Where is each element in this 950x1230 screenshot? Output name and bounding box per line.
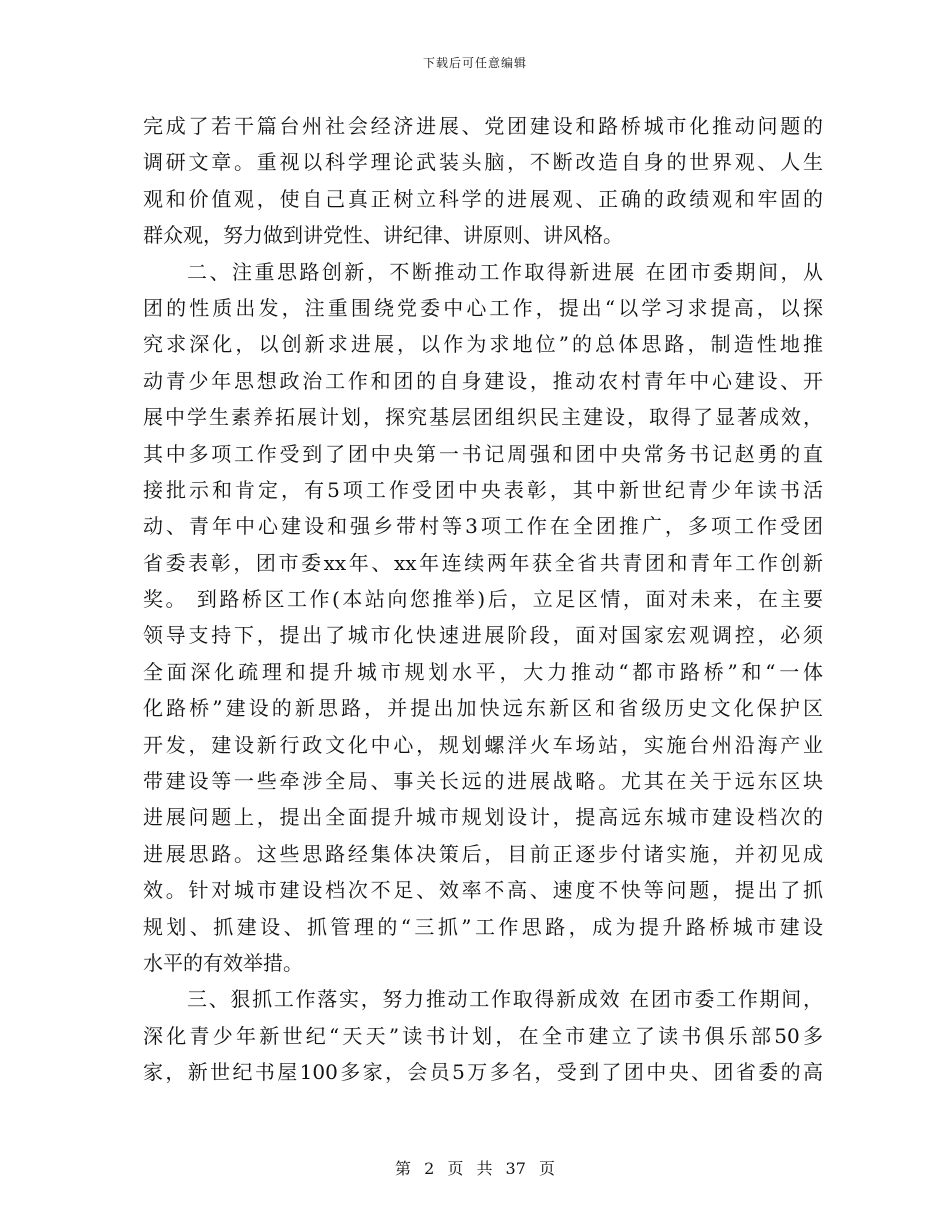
paragraph-heading-line: 三、狠抓工作落实，努力推动工作取得新成效 在团市委工作期间， (187, 987, 823, 1012)
body-line: 进展思路。这些思路经集体决策后，目前正逐步付诸实施，并初见成 (143, 841, 823, 866)
body-line: 深化青少年新世纪“天天”读书计划，在全市建立了读书俱乐部50多 (143, 1023, 823, 1048)
body-line: 完成了若干篇台州社会经济进展、党团建设和路桥城市化推动问题的 (143, 114, 823, 138)
paragraph-heading-line: 二、注重思路创新，不断推动工作取得新进展 在团市委期间，从 (187, 259, 823, 284)
page-footer: 第 2 页 共 37 页 (395, 1159, 555, 1178)
body-line: 家，新世纪书屋100多家，会员5万多名，受到了团中央、团省委的高 (143, 1060, 823, 1085)
document-body (143, 108, 823, 1091)
body-line: 动、青年中心建设和强乡带村等3项工作在全团推广，多项工作受团 (143, 514, 823, 539)
body-line: 进展问题上，提出全面提升城市规划设计，提高远东城市建设档次的 (143, 805, 823, 830)
body-line: 群众观，努力做到讲党性、讲纪律、讲原则、讲风格。 (143, 223, 623, 248)
body-line: 团的性质出发，注重围绕党委中心工作，提出“以学习求提高，以探 (143, 295, 823, 320)
body-line: 动青少年思想政治工作和团的自身建设，推动农村青年中心建设、开 (143, 368, 823, 393)
body-line: 接批示和肯定，有5项工作受团中央表彰，其中新世纪青少年读书活 (143, 477, 823, 502)
body-line: 领导支持下，提出了城市化快速进展阶段，面对国家宏观调控，必须 (143, 623, 823, 648)
body-line: 观和价值观，使自己真正树立科学的进展观、正确的政绩观和牢固的 (143, 186, 823, 211)
page-header: 下载后可任意编辑 (422, 56, 527, 70)
body-line: 规划、抓建设、抓管理的“三抓”工作思路，成为提升路桥城市建设 (143, 914, 823, 939)
body-line: 水平的有效举措。 (143, 950, 303, 975)
body-line: 其中多项工作受到了团中央第一书记周强和团中央常务书记赵勇的直 (143, 441, 823, 466)
body-line: 开发，建设新行政文化中心，规划螺洋火车场站，实施台州沿海产业 (143, 732, 823, 757)
body-line: 调研文章。重视以科学理论武装头脑，不断改造自身的世界观、人生 (143, 150, 823, 175)
body-line: 效。针对城市建设档次不足、效率不高、速度不快等问题，提出了抓 (143, 878, 823, 903)
body-line: 究求深化，以创新求进展，以作为求地位”的总体思路，制造性地推 (143, 332, 823, 357)
body-line: 全面深化疏理和提升城市规划水平，大力推动“都市路桥”和“一体 (143, 659, 823, 684)
body-line: 展中学生素养拓展计划，探究基层团组织民主建设，取得了显著成效， (143, 405, 823, 430)
body-line: 化路桥”建设的新思路，并提出加快远东新区和省级历史文化保护区 (143, 696, 823, 721)
body-line: 省委表彰，团市委xx年、xx年连续两年获全省共青团和青年工作创新 (143, 550, 823, 575)
body-line: 奖。 到路桥区工作(本站向您推举)后，立足区情，面对未来，在主要 (143, 587, 823, 612)
body-line: 带建设等一些牵涉全局、事关长远的进展战略。尤其在关于远东区块 (143, 769, 823, 794)
